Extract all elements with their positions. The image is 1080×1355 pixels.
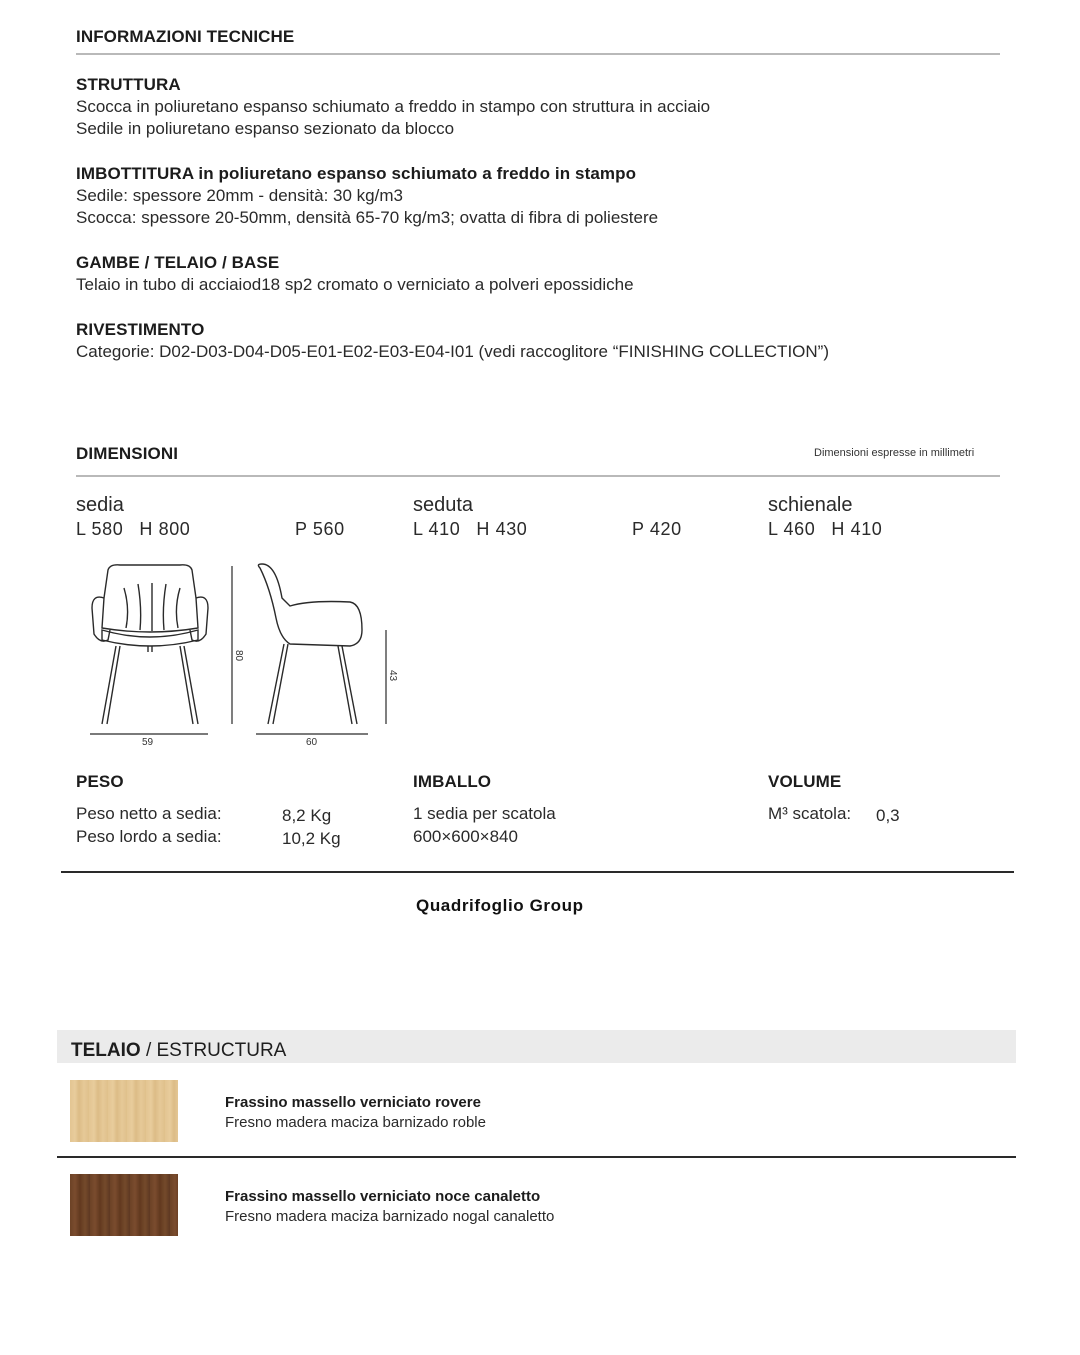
rivestimento-block [76, 320, 829, 362]
volume-label: M³ scatola: [768, 804, 852, 823]
struttura-block [76, 75, 710, 139]
finish-sub-noce: Fresno madera maciza barnizado nogal canaletto [225, 1208, 555, 1225]
footer-rule [61, 871, 1014, 873]
dim-front-width-label: 59 [142, 737, 154, 748]
telaio-title-rest: / ESTRUCTURA [140, 1040, 287, 1061]
struttura-line-2: Sedile in poliuretano espanso sezionato da blocco [76, 119, 455, 138]
finish-swatch-noce [70, 1174, 178, 1236]
imballo-line-2: 600×600×840 [413, 827, 518, 846]
finish-name-noce: Frassino massello verniciato noce canaletto [225, 1188, 541, 1205]
peso-heading: PESO [76, 772, 124, 791]
rivestimento-line-1: Categorie: D02-D03-D04-D05-E01-E02-E03-E04-I01 (vedi raccoglitore “FINISHING COLLECTION”) [76, 342, 829, 361]
dim-sedia-l: L 580 [76, 519, 124, 539]
dim-schienale-label: schienale [768, 494, 853, 516]
telaio-title-bold: TELAIO [71, 1040, 141, 1061]
dim-schienale-values [768, 519, 898, 540]
imballo-line-1: 1 sedia per scatola [413, 804, 556, 823]
imballo-heading: IMBALLO [413, 772, 492, 791]
dim-seduta-h: H 430 [476, 519, 528, 539]
dim-sedia-h: H 800 [139, 519, 191, 539]
volume-heading: VOLUME [768, 772, 842, 791]
finish-name-rovere: Frassino massello verniciato rovere [225, 1094, 481, 1111]
chair-side-view [258, 564, 362, 724]
dim-seduta-values [413, 519, 543, 540]
dimensioni-note: Dimensioni espresse in millimetri [814, 447, 975, 459]
finish-swatch-rovere [70, 1080, 178, 1142]
volume-value: 0,3 [876, 806, 900, 825]
section-title-dimensioni: DIMENSIONI [76, 444, 179, 463]
dim-side-depth-label: 60 [306, 737, 318, 748]
chair-front-view [92, 565, 208, 724]
divider [76, 53, 1000, 55]
rivestimento-heading: RIVESTIMENTO [76, 320, 205, 339]
dim-schienale-h: H 410 [831, 519, 883, 539]
imbottitura-line-1: Sedile: spessore 20mm - densità: 30 kg/m3 [76, 186, 403, 205]
dim-schienale-l: L 460 [768, 519, 816, 539]
brand-logo: Quadrifoglio Group [416, 896, 584, 915]
gambe-heading: GAMBE / TELAIO / BASE [76, 253, 280, 272]
dim-sedia-label: sedia [76, 494, 124, 516]
finish-sub-rovere: Fresno madera maciza barnizado roble [225, 1114, 486, 1131]
dim-seduta-label: seduta [413, 494, 474, 516]
dim-seat-height-label: 43 [387, 670, 398, 682]
struttura-heading: STRUTTURA [76, 75, 181, 94]
chair-drawing [80, 558, 410, 750]
peso-netto-label: Peso netto a sedia: [76, 804, 222, 823]
peso-lordo-label: Peso lordo a sedia: [76, 827, 222, 846]
gambe-line-1: Telaio in tubo di acciaiod18 sp2 cromato o verniciato a polveri epossidiche [76, 275, 634, 294]
peso-netto-value: 8,2 Kg [282, 806, 332, 825]
dim-sedia-values [76, 519, 206, 540]
imbottitura-line-2: Scocca: spessore 20-50mm, densità 65-70 kg/m3; ovatta di fibra di poliestere [76, 208, 659, 227]
struttura-line-1: Scocca in poliuretano espanso schiumato a freddo in stampo con struttura in acciaio [76, 97, 711, 116]
peso-lordo-value: 10,2 Kg [282, 829, 341, 848]
dim-height-label: 80 [233, 650, 244, 662]
gambe-block [76, 253, 634, 295]
divider [76, 475, 1000, 477]
imbottitura-block [76, 164, 658, 228]
telaio-title [71, 1040, 286, 1062]
dim-sedia-p: P 560 [295, 519, 345, 539]
imbottitura-heading: IMBOTTITURA in poliuretano espanso schiumato a freddo in stampo [76, 164, 637, 183]
finish-divider [57, 1156, 1016, 1158]
section-title-info: INFORMAZIONI TECNICHE [76, 27, 295, 46]
dim-seduta-l: L 410 [413, 519, 461, 539]
dim-seduta-p: P 420 [632, 519, 682, 539]
